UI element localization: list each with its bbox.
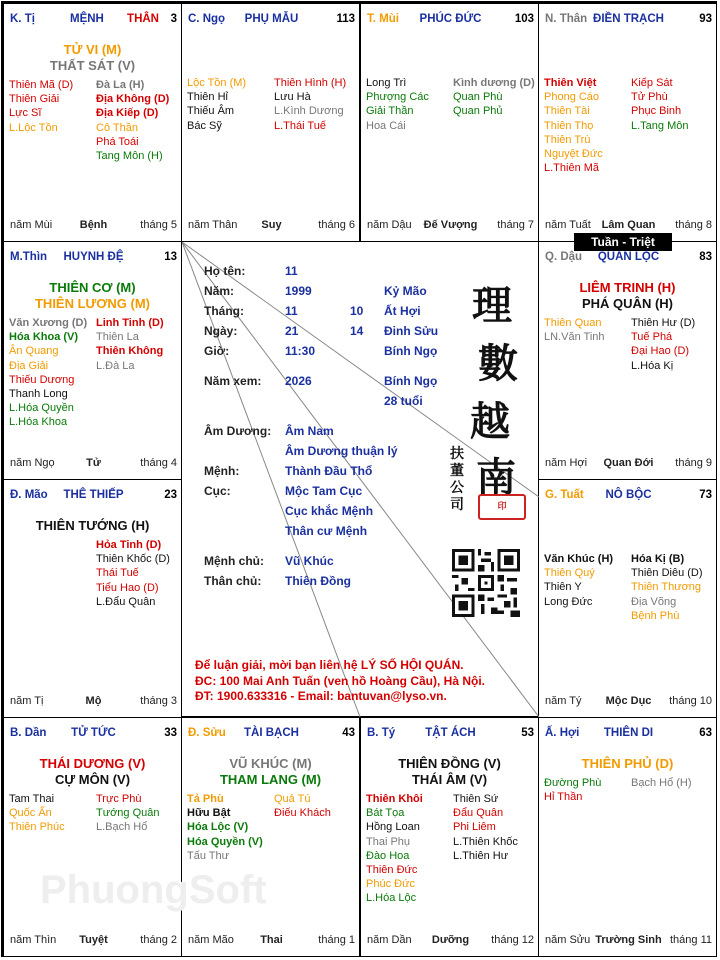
minor-stars-right: [631, 316, 695, 373]
than-marker: THÂN: [127, 13, 159, 25]
value-thang: 11: [285, 304, 298, 318]
minor-star: L.Hóa Quyền: [9, 402, 74, 415]
palace-number: 113: [336, 13, 355, 25]
palace-year: năm Tuất: [545, 219, 591, 231]
palace-footer: [188, 934, 355, 948]
minor-star: Tả Phù: [187, 793, 224, 805]
minor-star: Kình dương (D): [453, 77, 535, 89]
label-menh-chu: Mệnh chủ:: [204, 554, 264, 568]
palace-name: MỆNH: [70, 13, 104, 25]
major-star: THIÊN CƠ (M): [49, 280, 136, 295]
minor-star: Văn Khúc (H): [544, 553, 614, 565]
major-star: THIÊN PHỦ (D): [581, 756, 674, 771]
major-star: THIÊN ĐỒNG (V): [398, 756, 501, 771]
minor-star: Thiên Thương: [631, 581, 702, 594]
minor-stars-left: [9, 316, 87, 430]
major-stars: [361, 756, 538, 788]
palace-branch: B. Tý: [367, 727, 396, 739]
minor-star: L.Thiên Hư: [453, 849, 509, 862]
palace-branch: N. Thân: [545, 13, 588, 25]
minor-star: Đẩu Quân: [453, 807, 504, 820]
palace-month: tháng 2: [140, 934, 177, 946]
minor-star: Đại Hao (D): [631, 345, 690, 358]
label-ho-ten: Họ tên:: [204, 264, 246, 278]
major-stars: [4, 42, 181, 74]
minor-star: Quan Phù: [453, 91, 503, 104]
palace-year: năm Thân: [188, 219, 238, 231]
minor-star: Tử Phù: [631, 91, 668, 104]
minor-star: Quan Phủ: [453, 105, 503, 118]
minor-star: Lực Sĩ: [9, 107, 42, 120]
palace-number: 53: [521, 727, 534, 739]
major-stars: [4, 280, 181, 312]
minor-star: Phong Cáo: [544, 91, 600, 104]
palace-branch: T. Mùi: [367, 13, 399, 25]
palace-year: năm Dậu: [367, 219, 412, 231]
palace-stage: Dưỡng: [431, 934, 470, 946]
minor-stars-left: [544, 316, 605, 344]
minor-star: Hóa Kị (B): [631, 553, 685, 565]
minor-star: Nguyệt Đức: [544, 148, 603, 161]
value-ngay: 21: [285, 324, 299, 338]
palace-header: [545, 251, 712, 265]
value-than-chu: Thiên Đồng: [285, 574, 351, 588]
minor-stars-right: [453, 792, 518, 863]
palace-name: PHỤ MẪU: [244, 13, 299, 25]
minor-stars-right: [274, 792, 331, 820]
value-nam-xem: 2026: [285, 374, 312, 388]
minor-star: Thiếu Dương: [9, 373, 75, 386]
minor-stars-left: [544, 776, 601, 804]
palace-header: [10, 251, 177, 265]
palace-number: 33: [164, 727, 177, 739]
minor-star: Thiên Mã (D): [9, 79, 74, 91]
palace-header: [188, 727, 355, 741]
value-am-duong: Âm Nam: [285, 424, 334, 438]
palace-name: ĐIỀN TRẠCH: [593, 13, 664, 25]
palace-name: TÀI BẠCH: [244, 727, 299, 739]
minor-star: Quốc Ấn: [9, 807, 52, 820]
minor-stars-right: [631, 76, 688, 133]
value-menh: Thành Đầu Thổ: [285, 464, 373, 478]
major-stars: [182, 756, 359, 788]
major-star: THIÊN LƯƠNG (M): [34, 296, 151, 311]
minor-star: Cô Thần: [96, 121, 138, 134]
palace-footer: [545, 219, 712, 233]
palace-header: [545, 489, 712, 503]
minor-star: Văn Xương (D): [9, 317, 88, 329]
minor-star: Thiên Trù: [544, 133, 591, 146]
palace-branch: Đ. Mão: [10, 489, 48, 501]
palace-number: 83: [699, 251, 712, 263]
palace-stage: Quan Đới: [603, 457, 654, 469]
palace-month: tháng 4: [140, 457, 177, 469]
minor-star: Bác Sỹ: [187, 119, 222, 132]
minor-star: Lưu Hà: [274, 91, 311, 104]
minor-stars-left: [544, 76, 603, 175]
minor-star: Thiên Khôi: [366, 793, 423, 805]
palace-month: tháng 6: [318, 219, 355, 231]
minor-star: Phục Binh: [631, 105, 682, 118]
minor-star: Đào Hoa: [366, 849, 410, 862]
value-cuc-3: Thân cư Mệnh: [285, 524, 368, 538]
minor-star: Ân Quang: [9, 345, 59, 358]
palace-stage: Tuyệt: [79, 934, 108, 946]
major-stars: [4, 756, 181, 788]
minor-stars-right: [96, 78, 169, 163]
minor-star: L.Hóa Lộc: [366, 892, 417, 905]
palace-footer: [545, 934, 712, 948]
minor-star: Đường Phù: [544, 777, 602, 789]
minor-star: Linh Tinh (D): [96, 317, 164, 329]
minor-star: L.Đẩu Quân: [96, 595, 156, 608]
minor-star: Thiên Đức: [366, 864, 418, 877]
major-stars: [539, 280, 716, 312]
minor-star: L.Bạch Hổ: [96, 821, 148, 834]
minor-star: Bệnh Phù: [631, 609, 680, 622]
minor-star: Thiên Sứ: [453, 793, 499, 805]
minor-stars-right: [631, 776, 692, 790]
major-star: TỬ VI (M): [63, 42, 122, 57]
calligraphy-char-2: 數: [478, 340, 518, 387]
palace-than: [538, 3, 717, 242]
palace-month: tháng 12: [491, 934, 534, 946]
palace-number: 43: [342, 727, 355, 739]
minor-stars-right: [96, 316, 164, 373]
palace-branch: M.Thìn: [10, 251, 48, 263]
minor-star: Phá Toái: [96, 135, 139, 148]
notice-line-2: ĐC: 100 Mai Anh Tuấn (ven hồ Hoàng Cầu), Hà Nội.: [195, 673, 486, 688]
contact-notice: [195, 658, 485, 705]
minor-star: Thiên Không: [96, 345, 164, 358]
major-star: CỰ MÔN (V): [54, 772, 131, 787]
minor-star: Thiên Quý: [544, 567, 595, 580]
value-ho-ten: 11: [285, 264, 298, 278]
value-ngay-am: 14: [350, 324, 364, 338]
minor-star: L.Đà La: [96, 359, 135, 372]
label-ngay: Ngày:: [204, 324, 238, 338]
minor-star: Tiểu Hao (D): [96, 581, 159, 594]
minor-star: Phượng Các: [366, 91, 429, 104]
minor-star: Thiên Hình (H): [274, 77, 347, 89]
palace-stage: Mộ: [85, 695, 102, 707]
palace-month: tháng 1: [318, 934, 355, 946]
palace-year: năm Hợi: [545, 457, 588, 469]
palace-number: 73: [699, 489, 712, 501]
palace-branch: G. Tuất: [545, 489, 584, 501]
minor-stars-left: [9, 78, 73, 135]
label-nam: Năm:: [204, 284, 235, 298]
palace-branch: B. Dần: [10, 727, 47, 739]
calligraphy-char-3: 越: [470, 398, 510, 445]
palace-name: HUYNH ĐỆ: [63, 251, 124, 263]
tuan-triet-badge: Tuần - Triệt: [574, 233, 672, 251]
palace-dau: [538, 241, 717, 480]
palace-header: [545, 727, 712, 741]
minor-star: L.Lộc Tồn: [9, 121, 58, 134]
minor-star: Hoa Cái: [366, 119, 406, 132]
label-am-duong: Âm Dương:: [204, 424, 272, 438]
minor-star: Hóa Khoa (V): [9, 331, 79, 344]
notice-line-3: ĐT: 1900.633316 - Email: bantuvan@lyso.vn.: [195, 689, 447, 703]
minor-star: Thiên Khốc (D): [96, 553, 170, 566]
palace-ti: [3, 3, 182, 242]
palace-name: THIÊN DI: [603, 727, 654, 739]
palace-number: 13: [164, 251, 177, 263]
palace-month: tháng 7: [497, 219, 534, 231]
major-stars: [539, 756, 716, 772]
palace-footer: [188, 219, 355, 233]
minor-star: Tấu Thư: [187, 849, 230, 862]
palace-header: [367, 727, 534, 741]
palace-year: năm Dần: [367, 934, 412, 946]
palace-number: 3: [170, 13, 177, 25]
minor-star: Thiên Hư (D): [631, 317, 696, 329]
minor-stars-left: [366, 76, 429, 133]
palace-name: NÔ BỘC: [605, 489, 652, 501]
palace-header: [10, 727, 177, 741]
major-stars: [4, 518, 181, 534]
minor-star: Giải Thần: [366, 105, 414, 118]
minor-stars-right: [96, 538, 170, 609]
palace-year: năm Sửu: [545, 934, 591, 946]
palace-name: PHÚC ĐỨC: [419, 13, 482, 25]
palace-footer: [10, 695, 177, 709]
palace-footer: [545, 457, 712, 471]
notice-line-1: Để luận giải, mời bạn liên hệ LÝ SỐ HỘI QUÁN.: [195, 658, 464, 672]
value-ngay-can: Đinh Sửu: [384, 324, 439, 338]
minor-star: L.Thiên Mã: [544, 162, 600, 175]
minor-star: Thiên Giải: [9, 93, 60, 106]
palace-number: 63: [699, 727, 712, 739]
minor-star: Thanh Long: [9, 388, 68, 401]
minor-star: Thiên Y: [544, 581, 582, 594]
palace-month: tháng 8: [675, 219, 712, 231]
minor-star: Tam Thai: [9, 793, 55, 805]
minor-star: Thái Tuế: [96, 567, 139, 580]
minor-star: Phúc Đức: [366, 878, 415, 891]
value-gio-can: Bính Ngọ: [384, 344, 438, 358]
palace-dan: [3, 717, 182, 957]
calligraphy-side-text: 扶董公司: [450, 446, 464, 513]
palace-year: năm Ngọ: [10, 457, 55, 469]
label-thang: Tháng:: [204, 304, 244, 318]
minor-star: Long Trì: [366, 77, 407, 89]
palace-footer: [10, 457, 177, 471]
label-gio: Giờ:: [204, 344, 230, 358]
palace-branch: K. Tị: [10, 13, 35, 25]
minor-star: Hỏa Tinh (D): [96, 539, 162, 551]
palace-header: [10, 13, 177, 27]
palace-stage: Đế Vượng: [423, 219, 478, 231]
minor-star: Đà La (H): [96, 79, 145, 91]
minor-star: Địa Giải: [9, 359, 49, 372]
value-cuc: Mộc Tam Cục: [285, 484, 363, 498]
minor-stars-left: [366, 792, 423, 906]
value-am-duong-2: Âm Dương thuận lý: [285, 444, 398, 458]
palace-year: năm Tị: [10, 695, 44, 707]
palace-year: năm Tý: [545, 695, 582, 707]
palace-stage: Lâm Quan: [601, 219, 656, 231]
minor-star: Thiếu Âm: [187, 105, 235, 118]
minor-star: Phi Liêm: [453, 821, 496, 834]
palace-branch: C. Ngọ: [188, 13, 226, 25]
value-nam: 1999: [285, 284, 312, 298]
minor-star: LN.Văn Tinh: [544, 331, 605, 344]
minor-star: L.Hóa Kị: [631, 359, 674, 372]
palace-number: 23: [164, 489, 177, 501]
label-cuc: Cục:: [204, 484, 231, 498]
minor-star: Hữu Bật: [187, 807, 231, 820]
minor-star: L.Thái Tuế: [274, 119, 326, 132]
minor-star: L.Hóa Khoa: [9, 416, 68, 429]
palace-footer: [10, 934, 177, 948]
minor-star: Thai Phụ: [366, 835, 411, 848]
palace-footer: [367, 934, 534, 948]
palace-number: 93: [699, 13, 712, 25]
value-tuoi: 28 tuổi: [384, 394, 423, 408]
qr-code-icon: [452, 549, 520, 617]
palace-header: [367, 13, 534, 27]
palace-name: TẬT ÁCH: [425, 727, 476, 739]
palace-branch: Q. Dậu: [545, 251, 583, 263]
value-gio: 11:30: [285, 344, 316, 358]
minor-stars-left: [187, 76, 246, 133]
palace-mao: [3, 479, 182, 718]
value-cuc-2: Cục khắc Mệnh: [285, 504, 374, 518]
minor-star: Địa Kiếp (D): [96, 107, 159, 120]
palace-month: tháng 5: [140, 219, 177, 231]
minor-star: Hồng Loan: [366, 821, 420, 834]
minor-star: Tuế Phá: [631, 331, 673, 344]
palace-footer: [545, 695, 712, 709]
minor-stars-right: [631, 552, 703, 623]
palace-year: năm Mùi: [10, 219, 53, 231]
minor-stars-left: [9, 792, 65, 835]
major-star: LIÊM TRINH (H): [579, 280, 676, 295]
label-menh: Mệnh:: [204, 464, 240, 478]
minor-star: L.Thiên Khốc: [453, 835, 518, 848]
palace-branch: Đ. Sửu: [188, 727, 226, 739]
minor-star: Thiên Tài: [544, 105, 590, 118]
label-than-chu: Thân chủ:: [204, 574, 262, 588]
palace-month: tháng 11: [669, 934, 712, 946]
calligraphy-char-1: 理: [472, 282, 512, 329]
label-nam-xem: Năm xem:: [204, 374, 262, 388]
palace-tuat: [538, 479, 717, 718]
minor-star: Hóa Lộc (V): [187, 821, 249, 834]
minor-star: Tướng Quân: [96, 807, 160, 820]
red-seal-stamp: 印: [478, 494, 526, 520]
minor-star: Thiên Thọ: [544, 119, 594, 132]
minor-star: Thiên La: [96, 331, 139, 344]
minor-star: Thiên Hỉ: [187, 91, 228, 104]
minor-star: Trực Phù: [96, 793, 142, 805]
palace-hoi: [538, 717, 717, 957]
minor-star: Thiên Phúc: [9, 821, 65, 834]
minor-star: Địa Không (D): [96, 93, 170, 106]
minor-stars-right: [453, 76, 535, 119]
major-star: THIÊN TƯỚNG (H): [35, 518, 150, 533]
palace-suu: [181, 717, 360, 957]
value-nam-can: Kỷ Mão: [384, 284, 427, 298]
palace-stage: Suy: [261, 219, 282, 231]
minor-star: Long Đức: [544, 595, 593, 608]
palace-thin: [3, 241, 182, 480]
minor-stars-left: [544, 552, 613, 609]
value-nam-xem-can: Bính Ngọ: [384, 374, 438, 388]
minor-star: Hóa Quyền (V): [187, 835, 263, 848]
palace-year: năm Mão: [188, 934, 234, 946]
palace-mui: [360, 3, 539, 242]
palace-month: tháng 10: [669, 695, 712, 707]
palace-stage: Thai: [260, 934, 283, 946]
major-star: PHÁ QUÂN (H): [582, 296, 673, 311]
palace-stage: Tử: [86, 457, 101, 469]
minor-star: Địa Võng: [631, 595, 677, 608]
minor-star: Thiên Quan: [544, 317, 602, 329]
palace-ty: [360, 717, 539, 957]
palace-footer: [10, 219, 177, 233]
palace-name: THÊ THIẾP: [63, 489, 124, 501]
minor-star: Quả Tú: [274, 793, 311, 805]
minor-star: L.Kình Dương: [274, 105, 344, 118]
calligraphy-char-4: 南: [476, 454, 516, 501]
palace-stage: Bệnh: [79, 219, 108, 231]
palace-month: tháng 9: [675, 457, 712, 469]
minor-stars-right: [274, 76, 346, 133]
palace-branch: Ấ. Hợi: [545, 727, 580, 739]
minor-star: Tang Môn (H): [96, 150, 163, 163]
minor-star: L.Tang Môn: [631, 119, 689, 132]
palace-header: [10, 489, 177, 503]
palace-name: QUAN LỘC: [597, 251, 660, 263]
major-star: THÁI DƯƠNG (V): [39, 756, 146, 771]
palace-stage: Trường Sinh: [595, 934, 662, 946]
value-thang-am: 10: [350, 304, 364, 318]
minor-stars-right: [96, 792, 160, 835]
minor-star: Điếu Khách: [274, 807, 331, 820]
palace-number: 103: [514, 13, 534, 25]
palace-footer: [367, 219, 534, 233]
palace-stage: Mộc Dục: [605, 695, 652, 707]
minor-star: Lộc Tồn (M): [187, 77, 247, 89]
minor-star: Bát Tọa: [366, 807, 405, 820]
major-star: THAM LANG (M): [219, 772, 322, 787]
major-star: THÁI ÂM (V): [411, 772, 488, 787]
palace-header: [188, 13, 355, 27]
minor-stars-left: [187, 792, 263, 863]
palace-name: TỬ TỨC: [71, 727, 116, 739]
major-star: THẤT SÁT (V): [49, 58, 136, 73]
minor-star: Thiên Việt: [544, 77, 597, 89]
minor-star: Bạch Hổ (H): [631, 777, 692, 789]
value-thang-can: Ất Hợi: [384, 304, 421, 318]
value-menh-chu: Vũ Khúc: [285, 554, 334, 568]
palace-month: tháng 3: [140, 695, 177, 707]
palace-ngo: [181, 3, 360, 242]
major-star: VŨ KHÚC (M): [229, 756, 312, 771]
minor-star: Thiên Diêu (D): [631, 567, 703, 580]
palace-header: [545, 13, 712, 27]
minor-star: Kiếp Sát: [631, 77, 673, 89]
palace-year: năm Thìn: [10, 934, 57, 946]
watermark: PhuongSoft: [40, 868, 267, 912]
minor-star: Hỉ Thần: [544, 791, 583, 804]
